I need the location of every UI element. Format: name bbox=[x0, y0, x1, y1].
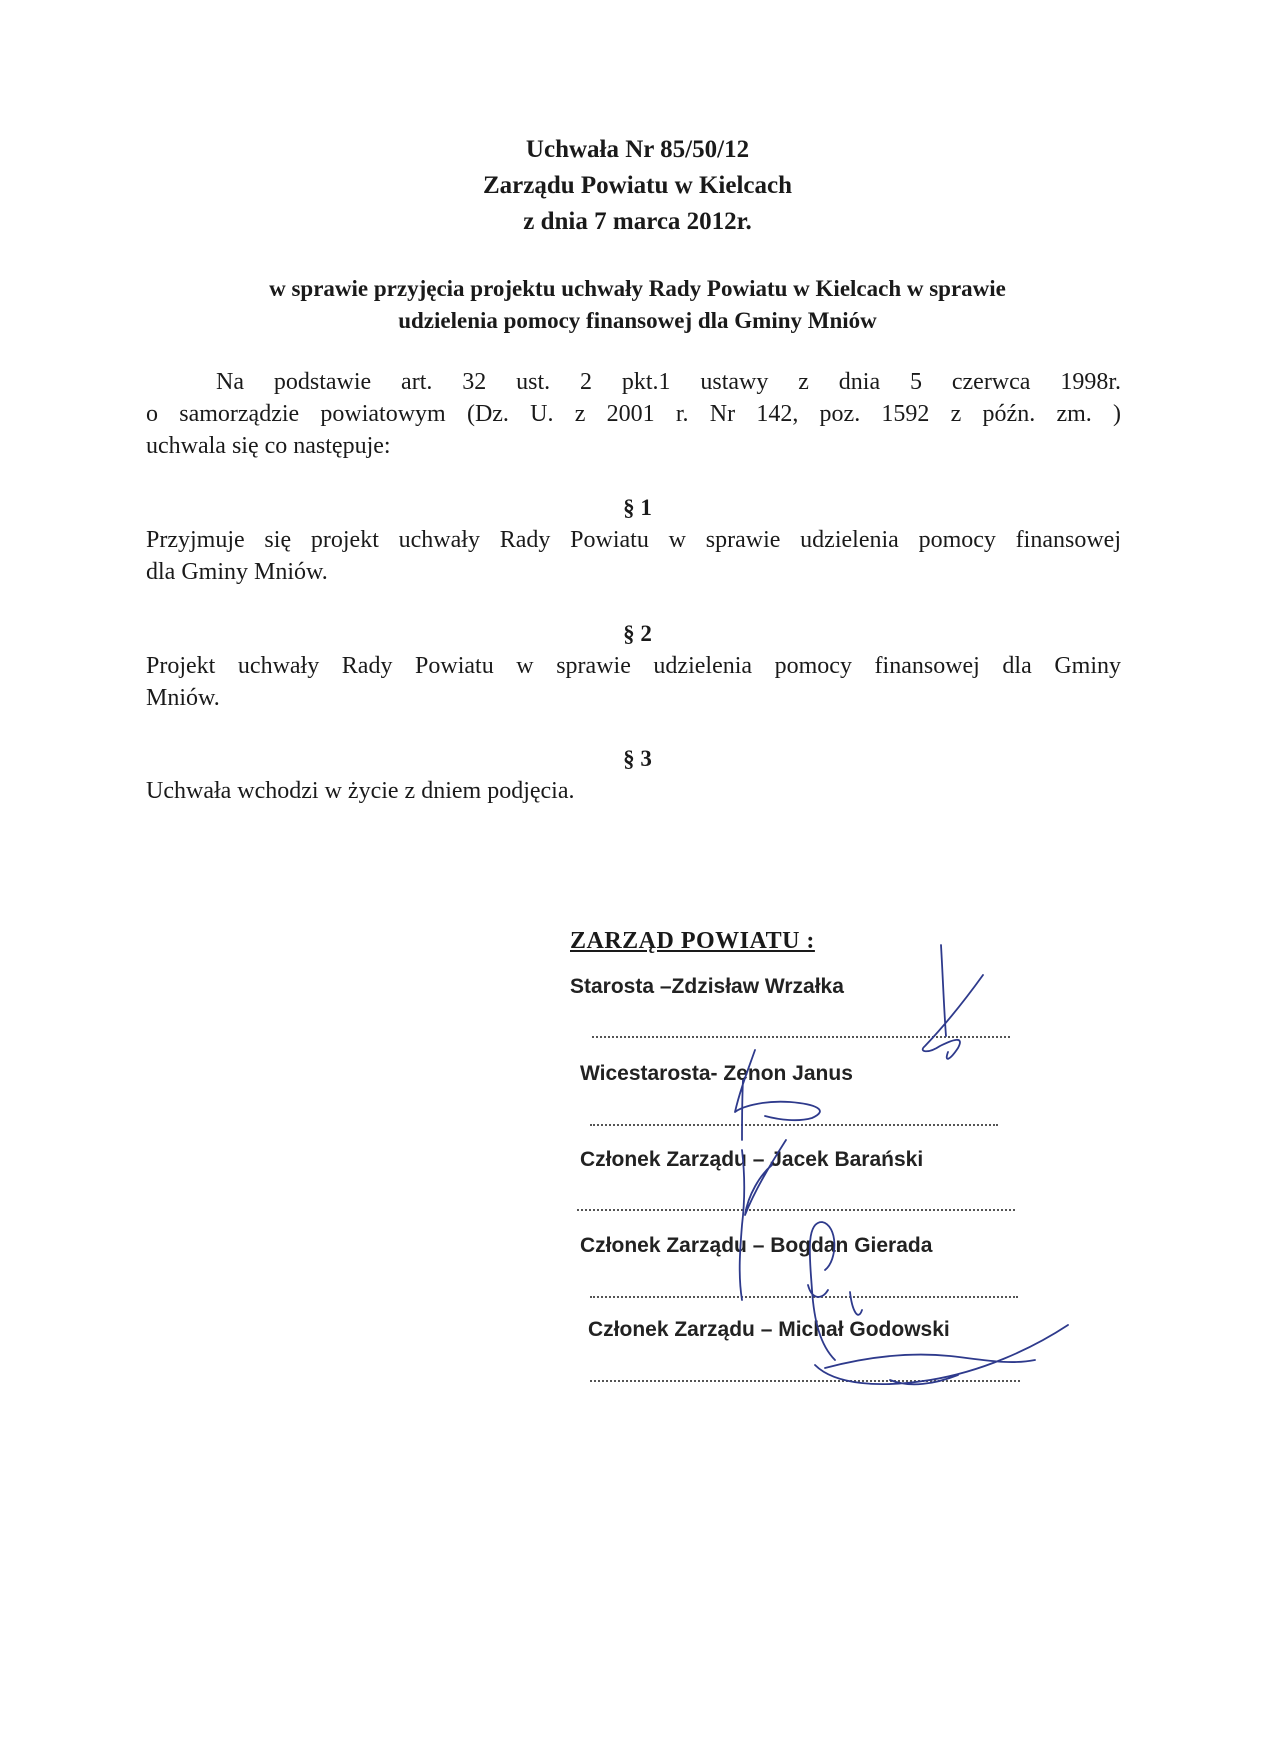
section-2-text-line-1: Projekt uchwały Rady Powiatu w sprawie udzielenia pomocy finansowej dla Gminy bbox=[146, 653, 1121, 679]
legal-basis-line-3: uchwala się co następuje: bbox=[146, 433, 391, 459]
signature-line-4 bbox=[590, 1296, 1018, 1298]
legal-basis-line-2: o samorządzie powiatowym (Dz. U. z 2001 r. Nr 142, poz. 1592 z późn. zm. ) bbox=[146, 401, 1121, 427]
section-1-text-line-2: dla Gminy Mniów. bbox=[146, 559, 328, 585]
issuing-body: Zarządu Powiatu w Kielcach bbox=[482, 172, 792, 199]
board-member-wicestarosta: Wicestarosta- Zenon Janus bbox=[580, 1062, 853, 1085]
board-member-5: Członek Zarządu – Michał Godowski bbox=[588, 1318, 950, 1341]
resolution-date: z dnia 7 marca 2012r. bbox=[523, 208, 752, 235]
subject-line-2: udzielenia pomocy finansowej dla Gminy Mniów bbox=[398, 308, 877, 333]
resolution-number: Uchwała Nr 85/50/12 bbox=[525, 136, 750, 163]
signature-line-5 bbox=[590, 1380, 1020, 1382]
board-member-3: Członek Zarządu – Jacek Barański bbox=[580, 1148, 924, 1171]
section-3-text-line-1: Uchwała wchodzi w życie z dniem podjęcia. bbox=[146, 778, 575, 804]
signature-line-1 bbox=[592, 1036, 1010, 1038]
board-heading: ZARZĄD POWIATU : bbox=[570, 928, 815, 954]
section-2-sign: § 2 bbox=[623, 621, 652, 646]
legal-basis-line-1: Na podstawie art. 32 ust. 2 pkt.1 ustawy z dnia 5 czerwca 1998r. bbox=[216, 369, 1121, 395]
board-member-4: Członek Zarządu – Bogdan Gierada bbox=[580, 1234, 933, 1257]
signature-starosta bbox=[923, 945, 983, 1059]
section-1-text-line-1: Przyjmuje się projekt uchwały Rady Powiatu w sprawie udzielenia pomocy finansowej bbox=[146, 527, 1121, 553]
section-3-sign: § 3 bbox=[623, 746, 652, 771]
board-member-starosta: Starosta –Zdzisław Wrzałka bbox=[570, 975, 844, 998]
signature-line-2 bbox=[590, 1124, 998, 1126]
signature-line-3 bbox=[577, 1209, 1015, 1211]
section-1-sign: § 1 bbox=[623, 495, 652, 520]
subject-line-1: w sprawie przyjęcia projektu uchwały Rady Powiatu w Kielcach w sprawie bbox=[269, 276, 1006, 301]
section-2-text-line-2: Mniów. bbox=[146, 685, 220, 711]
